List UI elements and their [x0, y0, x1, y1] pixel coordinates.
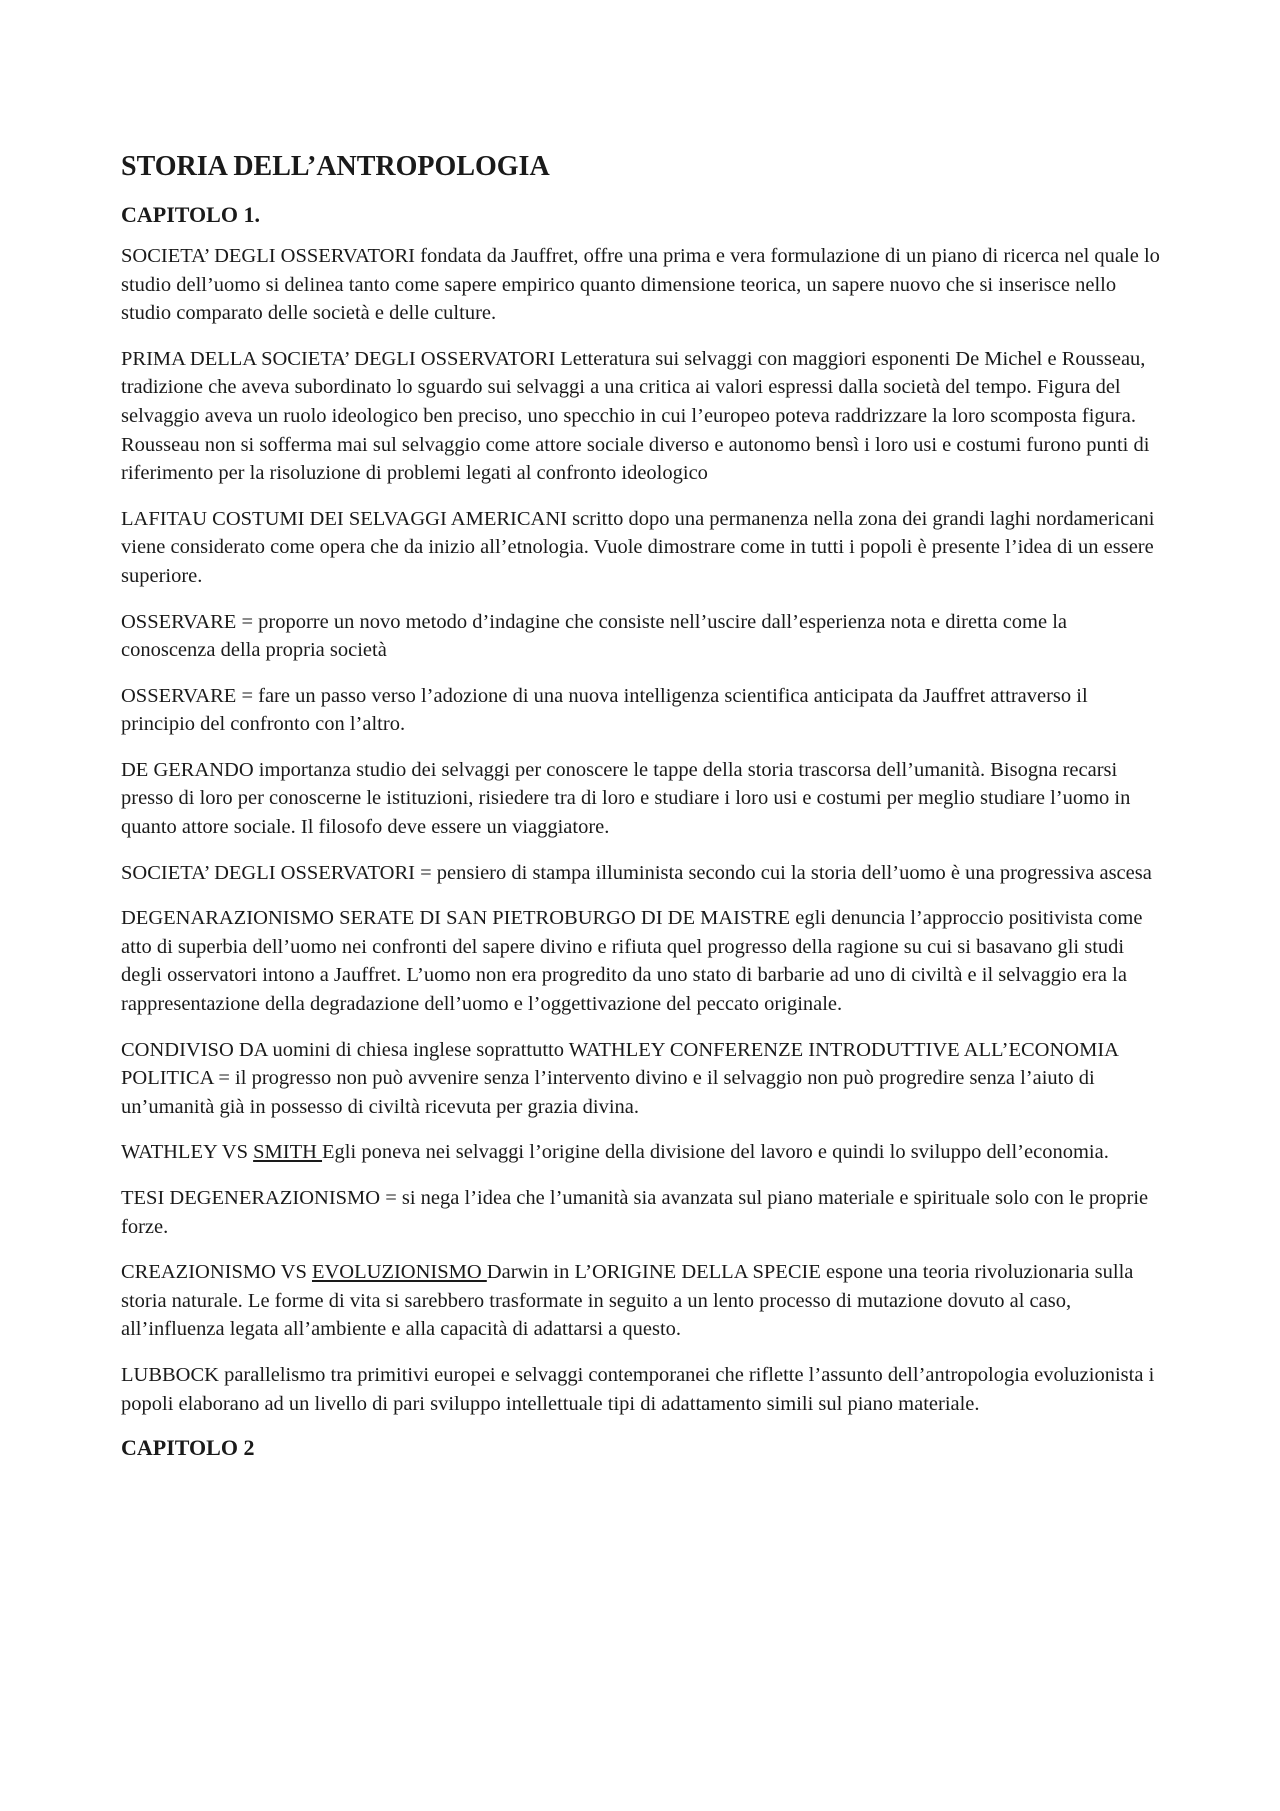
- chapter-1-heading: CAPITOLO 1.: [121, 201, 260, 227]
- paragraph-societa-illuminista: SOCIETA’ DEGLI OSSERVATORI = pensiero di stampa illuminista secondo cui la storia dell’uomo è una progressiva ascesa: [121, 861, 1152, 884]
- paragraph-degenerazionismo: DEGENARAZIONISMO SERATE DI SAN PIETROBURGO DI DE MAISTRE egli denuncia l’approccio positivista come atto di superbia dell’uomo nei confronti del sapere divino e rifiuta quel progresso della ragione su cui si basavano gli studi degli osservatori intono a Jauffret. L’uomo non era progredito da uno stato di barbarie ad uno di civiltà e il selvaggio era la rappresentazione della degradazione dell’uomo e l’oggettivazione del peccato originale.: [121, 907, 1143, 1016]
- paragraph-de-gerando: DE GERANDO importanza studio dei selvaggi per conoscere le tappe della storia trascorsa dell’umanità. Bisogna recarsi presso di loro per conoscerne le istituzioni, risiedere tra di loro e studiare i loro usi e costumi per meglio studiare l’uomo in quanto attore sociale. Il filosofo deve essere un viaggiatore.: [121, 758, 1131, 839]
- underlined-term-evoluzionismo: EVOLUZIONISMO: [311, 1261, 487, 1284]
- paragraph-prefix: WATHLEY VS: [121, 1141, 254, 1164]
- paragraph-prima-della-societa: PRIMA DELLA SOCIETA’ DEGLI OSSERVATORI Letteratura sui selvaggi con maggiori esponenti De Michel e Rousseau, tradizione che aveva subordinato lo sguardo sui selvaggi a una critica ai valori espressi dalla società del tempo. Figura del selvaggio aveva un ruolo ideologico ben preciso, uno specchio in cui l’europeo poteva raddrizzare la loro scomposta figura. Rousseau non si sofferma mai sul selvaggio come attore sociale diverso e autonomo bensì i loro usi e costumi furono punti di riferimento per la risoluzione di problemi legati al confronto ideologico: [121, 347, 1150, 485]
- paragraph-creazionismo-vs-evoluzionismo: [121, 1258, 1166, 1344]
- paragraph-societa-osservatori: SOCIETA’ DEGLI OSSERVATORI fondata da Jauffret, offre una prima e vera formulazione di un piano di ricerca nel quale lo studio dell’uomo si delinea tanto come sapere empirico quanto dimensione teorica, un sapere nuovo che si inserisce nello studio comparato delle società e delle culture.: [121, 244, 1160, 325]
- paragraph-body: Egli poneva nei selvaggi l’origine della divisione del lavoro e quindi lo sviluppo dell’economia.: [322, 1141, 1109, 1164]
- paragraph-prefix: CREAZIONISMO VS: [121, 1261, 312, 1284]
- paragraph-osservare-2: OSSERVARE = fare un passo verso l’adozione di una nuova intelligenza scientifica anticipata da Jauffret attraverso il principio del confronto con l’altro.: [121, 684, 1088, 736]
- document-title: STORIA DELL’ANTROPOLOGIA: [121, 151, 550, 182]
- paragraph-lubbock: LUBBOCK parallelismo tra primitivi europei e selvaggi contemporanei che riflette l’assunto dell’antropologia evoluzionista i popoli elaborano ad un livello di pari sviluppo intellettuale tipi di adattamento simili sul piano materiale.: [121, 1363, 1155, 1415]
- paragraph-wathley-vs-smith: [121, 1138, 1166, 1167]
- paragraph-tesi-degenerazionismo: TESI DEGENERAZIONISMO = si nega l’idea che l’umanità sia avanzata sul piano materiale e spirituale solo con le proprie forze.: [121, 1187, 1149, 1238]
- paragraph-lafitau: LAFITAU COSTUMI DEI SELVAGGI AMERICANI scritto dopo una permanenza nella zona dei grandi laghi nordamericani viene considerato come opera che da inizio all’etnologia. Vuole dimostrare come in tutti i popoli è presente l’idea di un essere superiore.: [121, 507, 1155, 587]
- document-page: [121, 150, 1166, 1462]
- chapter-2-heading: CAPITOLO 2: [121, 1435, 255, 1461]
- paragraph-condiviso-da: CONDIVISO DA uomini di chiesa inglese soprattutto WATHLEY CONFERENZE INTRODUTTIVE ALL’ECONOMIA POLITICA = il progresso non può avvenire senza l’intervento divino e il selvaggio non può progredire senza l’aiuto di un’umanità già in possesso di civiltà ricevuta per grazia divina.: [121, 1038, 1118, 1118]
- paragraph-body: Darwin in L’ORIGINE DELLA SPECIE espone una teoria rivoluzionaria sulla storia naturale. Le forme di vita si sarebbero trasformate in seguito a un lento processo di mutazione dovuto al caso, all’influenza legata all’ambiente e alla capacità di adattarsi a questo.: [121, 1261, 1134, 1341]
- paragraph-osservare-1: OSSERVARE = proporre un novo metodo d’indagine che consiste nell’uscire dall’esperienza nota e diretta come la conoscenza della propria società: [121, 610, 1068, 662]
- underlined-term-smith: SMITH: [253, 1141, 323, 1164]
